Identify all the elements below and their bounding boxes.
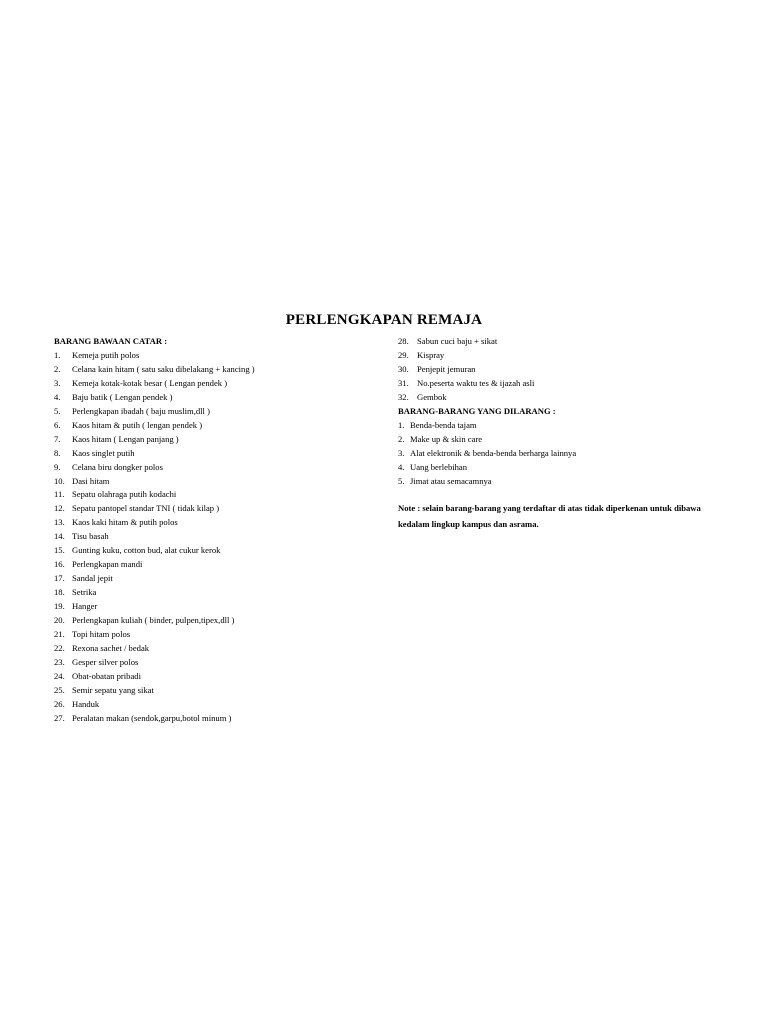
list-item	[54, 642, 384, 656]
list-item-text: Sepatu pantopel standar TNI ( tidak kilap )	[72, 503, 220, 514]
list-item-text: Kaos hitam & putih ( lengan pendek )	[72, 419, 203, 430]
list-item-number: 5.	[54, 405, 61, 416]
list-item	[398, 377, 718, 391]
list-item-number: 22.	[54, 642, 65, 653]
list-item-number: 13.	[54, 517, 65, 528]
list-item-text: Kaos singlet putih	[72, 447, 135, 458]
list-item-text: Gesper silver polos	[72, 656, 139, 667]
list-item	[54, 419, 384, 433]
list-item-number: 12.	[54, 503, 65, 514]
list-item	[54, 586, 384, 600]
list-item	[54, 475, 384, 489]
list-item-text: Jimat atau semacamnya	[410, 475, 492, 486]
list-item-text: Alat elektronik & benda-benda berharga lainnya	[410, 447, 577, 458]
list-item-number: 21.	[54, 629, 65, 640]
list-item	[54, 516, 384, 530]
list-item	[54, 391, 384, 405]
list-item-number: 1.	[54, 349, 61, 360]
list-item-text: Gunting kuku, cotton bud, alat cukur kerok	[72, 545, 221, 556]
list-item	[54, 600, 384, 614]
list-item	[54, 628, 384, 642]
list-item-number: 25.	[54, 684, 65, 695]
list-item	[398, 363, 718, 377]
list-item	[54, 461, 384, 475]
list-item-text: Topi hitam polos	[72, 629, 131, 640]
list-item-text: Sepatu olahraga putih kodachi	[72, 489, 177, 500]
list-item-number: 14.	[54, 531, 65, 542]
list-item-number: 30.	[398, 363, 409, 374]
list-item	[54, 614, 384, 628]
list-item	[54, 712, 384, 726]
list-item	[398, 433, 718, 447]
forbidden-list	[398, 419, 718, 489]
list-item-number: 9.	[54, 461, 61, 472]
list-item	[54, 558, 384, 572]
list-item-number: 8.	[54, 447, 61, 458]
list-item	[54, 684, 384, 698]
list-item-number: 20.	[54, 615, 65, 626]
list-item	[54, 544, 384, 558]
list-item-number: 19.	[54, 601, 65, 612]
list-item-number: 5.	[398, 475, 405, 486]
list-item-text: Kaos hitam ( Lengan panjang )	[72, 433, 179, 444]
list-item	[54, 447, 384, 461]
list-item-text: Kispray	[417, 349, 445, 360]
list-item-number: 15.	[54, 545, 65, 556]
list-item-text: Setrika	[72, 587, 97, 598]
document-title: PERLENGKAPAN REMAJA	[285, 312, 483, 328]
list-item-number: 23.	[54, 656, 65, 667]
list-item-number: 4.	[54, 391, 61, 402]
list-item-text: Perlengkapan kuliah ( binder, pulpen,tipex,dll )	[72, 615, 235, 626]
list-item	[54, 377, 384, 391]
list-item-number: 32.	[398, 391, 409, 402]
list-item-number: 18.	[54, 587, 65, 598]
list-item	[54, 349, 384, 363]
list-item-text: Baju batik ( Lengan pendek )	[72, 391, 173, 402]
list-item-text: Sabun cuci baju + sikat	[417, 336, 498, 346]
list-item-text: Celana kain hitam ( satu saku dibelakang + kancing )	[72, 363, 255, 374]
list-item	[398, 447, 718, 461]
list-item-text: Peralatan makan (sendok,garpu,botol minum )	[72, 712, 232, 723]
list-item	[398, 461, 718, 475]
list-item	[398, 419, 718, 433]
list-item-number: 11.	[54, 489, 65, 500]
list-item-number: 27.	[54, 712, 65, 723]
list-item-text: Dasi hitam	[72, 475, 110, 486]
list-item	[398, 475, 718, 489]
list-item	[398, 391, 718, 405]
items-left-list	[54, 349, 384, 726]
list-item-number: 3.	[54, 377, 61, 388]
list-item-number: 28.	[398, 336, 409, 346]
list-item-text: Perlengkapan mandi	[72, 559, 143, 570]
list-item-number: 10.	[54, 475, 65, 486]
list-item	[54, 488, 384, 502]
list-item	[54, 656, 384, 670]
list-item-number: 17.	[54, 573, 65, 584]
list-item-text: Kemeja kotak-kotak besar ( Lengan pendek )	[72, 377, 228, 388]
list-item-number: 2.	[54, 363, 61, 374]
list-item-text: Sandal jepit	[72, 573, 113, 584]
list-item-text: Kaos kaki hitam & putih polos	[72, 517, 178, 528]
list-item-number: 24.	[54, 670, 65, 681]
list-item-text: Make up & skin care	[410, 433, 483, 444]
list-item-number: 1.	[398, 419, 405, 430]
list-item-number: 31.	[398, 377, 409, 388]
list-item-text: Obat-obatan pribadi	[72, 670, 141, 681]
list-item-number: 3.	[398, 447, 405, 458]
list-item-text: Uang berlebihan	[410, 461, 468, 472]
items-right-column	[398, 335, 718, 532]
list-item-text: Tisu basah	[72, 531, 109, 542]
list-item-number: 26.	[54, 698, 65, 709]
list-item	[54, 502, 384, 516]
list-item-text: Handuk	[72, 698, 100, 709]
list-item-text: Semir sepatu yang sikat	[72, 684, 154, 695]
forbidden-heading: BARANG-BARANG YANG DILARANG :	[398, 405, 556, 416]
items-left-column	[54, 335, 384, 726]
list-item-number: 6.	[54, 419, 61, 430]
list-item-text: No.peserta waktu tes & ijazah asli	[417, 377, 535, 388]
list-item	[54, 433, 384, 447]
list-item-text: Gembok	[417, 391, 447, 402]
list-item	[54, 363, 384, 377]
list-item-text: Celana biru dongker polos	[72, 461, 163, 472]
list-item	[54, 530, 384, 544]
list-item-number: 16.	[54, 559, 65, 570]
list-item-text: Hanger	[72, 601, 98, 612]
list-item-number: 7.	[54, 433, 61, 444]
list-item	[54, 698, 384, 712]
items-right-list	[398, 335, 718, 405]
list-item	[54, 670, 384, 684]
note-text: Note : selain barang-barang yang terdaftar di atas tidak diperkenan untuk dibawa kedalam lingkup kampus dan asrama.	[398, 503, 701, 529]
list-item	[398, 349, 718, 363]
left-heading: BARANG BAWAAN CATAR :	[54, 336, 168, 346]
list-item	[398, 335, 718, 349]
list-item	[54, 572, 384, 586]
list-item-text: Penjepit jemuran	[417, 363, 476, 374]
list-item-number: 4.	[398, 461, 405, 472]
list-item-text: Rexona sachet / bedak	[72, 642, 150, 653]
list-item-text: Kemeja putih polos	[72, 349, 140, 360]
list-item-number: 2.	[398, 433, 405, 444]
list-item-text: Perlengkapan ibadah ( baju muslim,dll )	[72, 405, 210, 416]
list-item	[54, 405, 384, 419]
list-item-text: Benda-benda tajam	[410, 419, 477, 430]
list-item-number: 29.	[398, 349, 409, 360]
